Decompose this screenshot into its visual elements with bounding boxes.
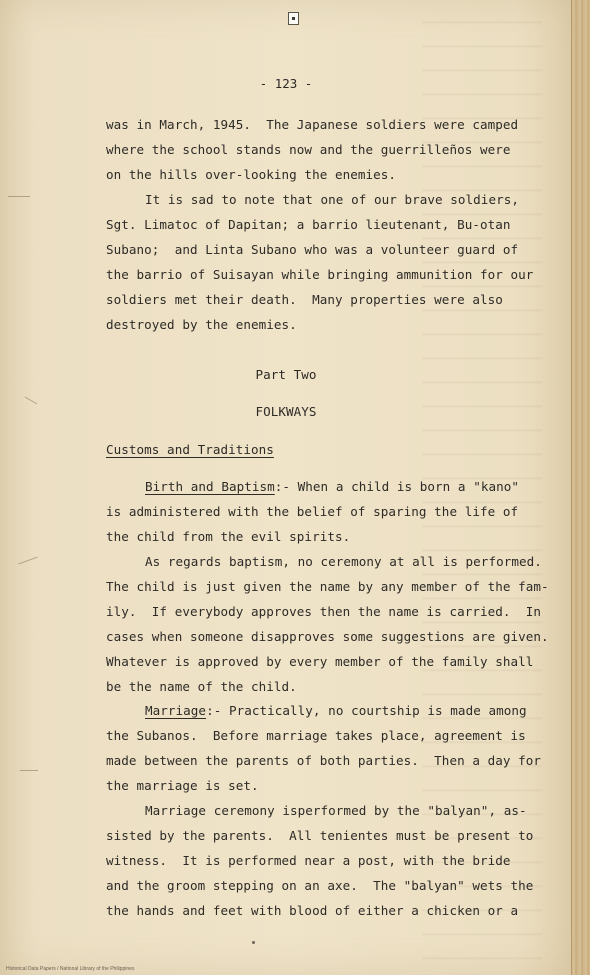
text-line: on the hills over-looking the enemies. [106,167,397,182]
text-line: cases when someone disapproves some suggestions are given. [106,629,549,644]
page-number: - 123 - [259,76,313,91]
text-line: witness. It is performed near a post, with the bride [106,853,511,868]
text-line: the Subanos. Before marriage takes place, agreement is [106,728,526,743]
text-line: is administered with the belief of sparing the life of [106,504,519,519]
heading-separator: :- [274,479,298,494]
text-line: Practically, no courtship is made among [228,703,527,718]
marriage-paragraph-first-line [145,703,527,719]
text-line: and the groom stepping on an axe. The "balyan" wets the [106,878,534,893]
text-line: made between the parents of both parties. Then a day for [106,753,542,768]
birth-paragraph-first-line [145,479,519,495]
text-line: the hands and feet with blood of either a chicken or a [106,903,519,918]
archive-footer: Historical Data Papers / National Library of the Philippines [6,966,135,972]
page-binding-edge [571,0,590,975]
margin-mark [20,770,38,771]
text-line: the barrio of Suisayan while bringing ammunition for our [106,267,534,282]
text-line: The child is just given the name by any member of the fam- [106,579,549,594]
text-line: Sgt. Limatoc of Dapitan; a barrio lieutenant, Bu-otan [106,217,511,232]
text-line: was in March, 1945. The Japanese soldiers were camped [106,117,519,132]
text-line: sisted by the parents. All tenientes must be present to [106,828,534,843]
part-title: Part Two [255,367,317,382]
birth-heading: Birth and Baptism [145,479,275,494]
text-line: the marriage is set. [106,778,259,793]
text-line: be the name of the child. [106,679,297,694]
text-line: As regards baptism, no ceremony at all is performed. [145,554,542,569]
text-line: Subano; and Linta Subano who was a volunteer guard of [106,242,519,257]
margin-mark [18,557,37,565]
text-line: ily. If everybody approves then the name is carried. In [106,604,542,619]
section-title: FOLKWAYS [255,404,317,419]
marriage-heading: Marriage [145,703,207,718]
text-line: where the school stands now and the guerrilleños were [106,142,511,157]
text-line: It is sad to note that one of our brave soldiers, [145,192,519,207]
paper-speck [252,941,255,944]
text-line: soldiers met their death. Many properties were also [106,292,503,307]
text-line: the child from the evil spirits. [106,529,351,544]
text-line: When a child is born a "kano" [297,479,519,494]
margin-mark [8,196,30,197]
binder-clip-icon [288,12,299,25]
subsection-heading: Customs and Traditions [106,442,274,457]
text-line: Whatever is approved by every member of the family shall [106,654,534,669]
heading-separator: :- [206,703,229,718]
text-line: Marriage ceremony isperformed by the "balyan", as- [145,803,527,818]
text-line: destroyed by the enemies. [106,317,297,332]
